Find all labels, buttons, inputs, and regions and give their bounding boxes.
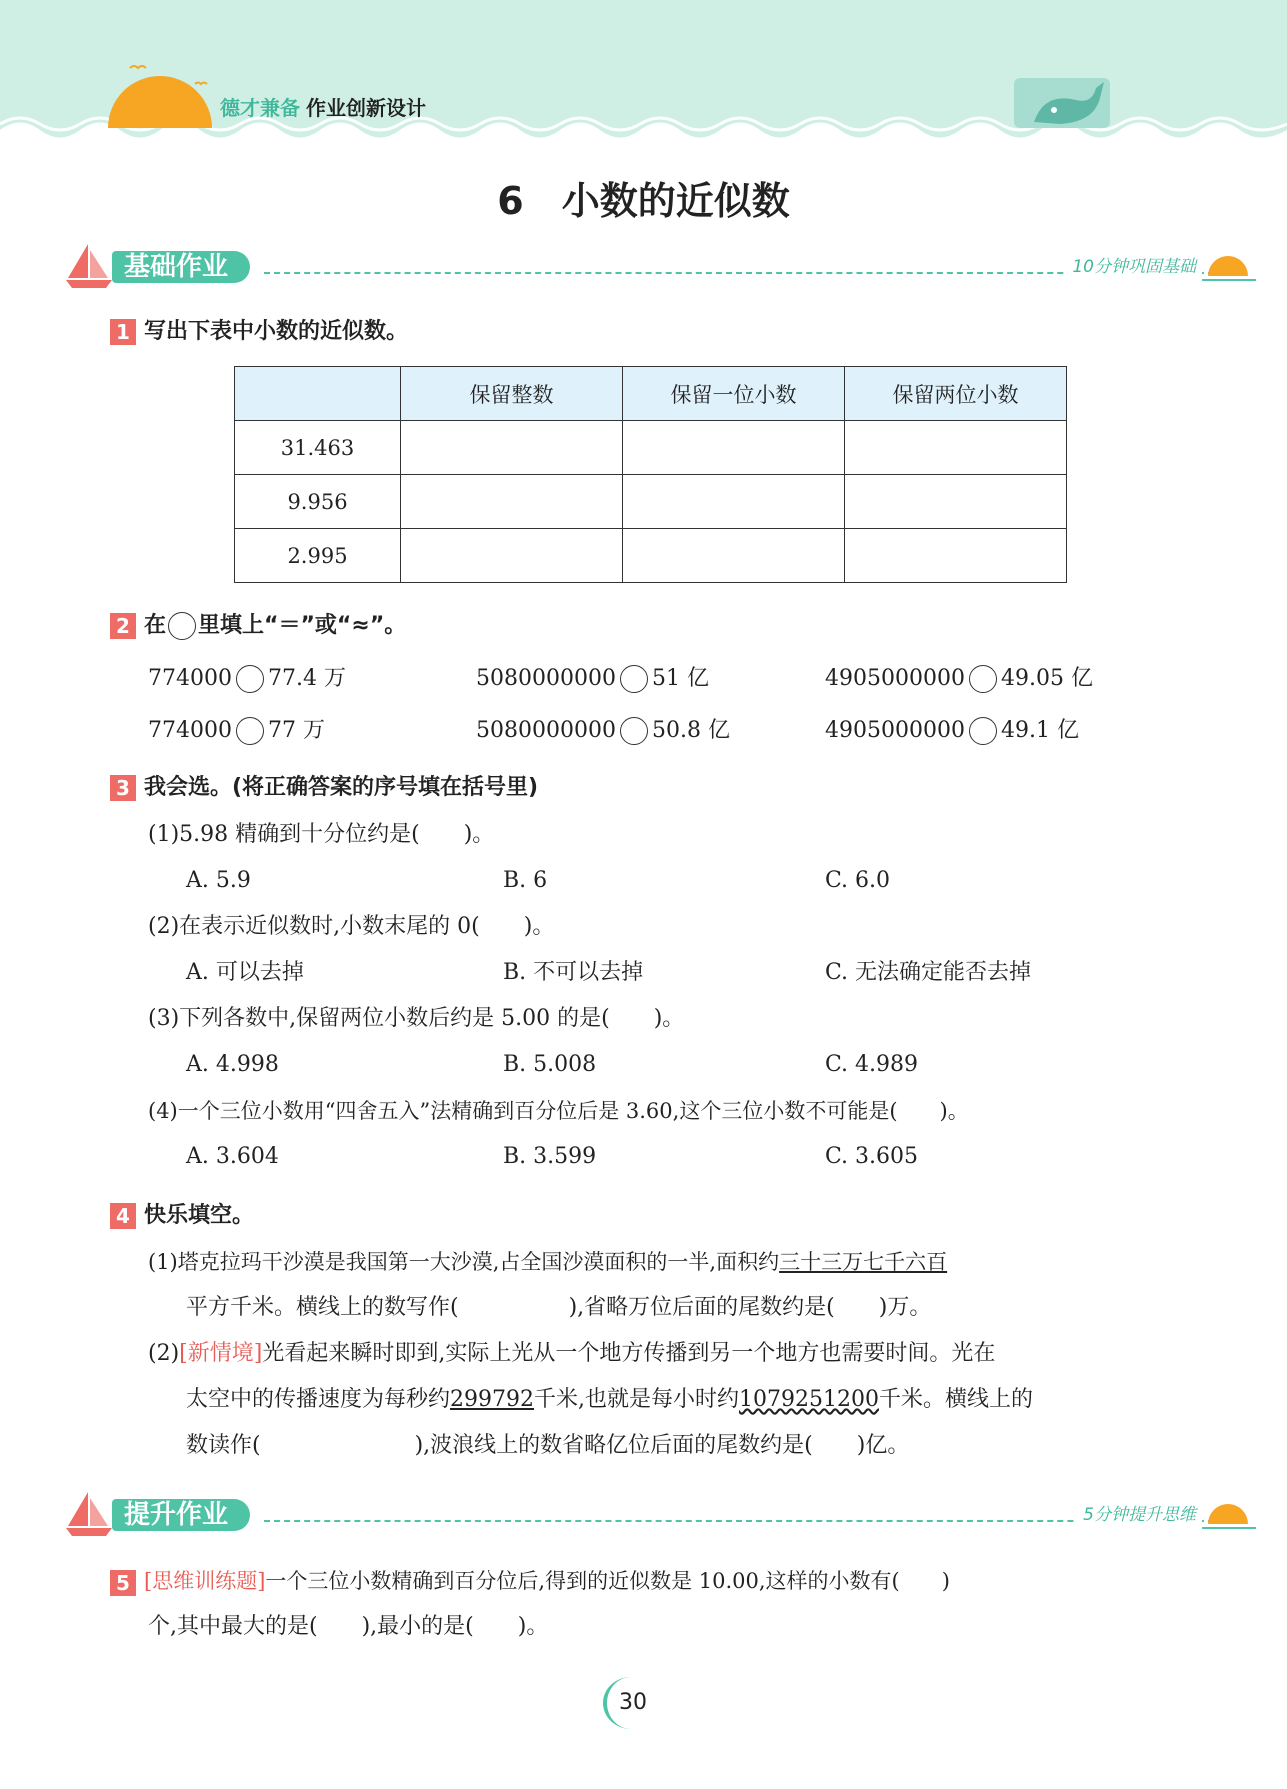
question-1-header <box>110 317 408 347</box>
answer-circle[interactable] <box>969 665 997 693</box>
text: 一个三位小数精确到百分位后,得到的近似数是 10.00,这样的小数有( ) <box>265 1569 950 1593</box>
question-title: 我会选。(将正确答案的序号填在括号里) <box>144 775 539 800</box>
compare-left: 4905000000 <box>825 666 965 691</box>
text: 光看起来瞬时即到,实际上光从一个地方传播到另一个地方也需要时间。光在 <box>262 1341 996 1366</box>
option-a[interactable]: A. 4.998 <box>186 1052 279 1077</box>
table-header-row <box>235 367 1067 421</box>
option-c[interactable]: C. 3.605 <box>825 1144 919 1169</box>
option-a[interactable]: A. 3.604 <box>186 1144 279 1169</box>
table-header-cell: 保留两位小数 <box>845 367 1067 421</box>
question-title-before: 在 <box>144 613 167 638</box>
context-tag: [新情境] <box>179 1341 263 1366</box>
compare-left: 5080000000 <box>476 666 616 691</box>
option-c[interactable]: C. 6.0 <box>825 868 891 893</box>
answer-circle[interactable] <box>620 717 648 745</box>
sun-icon <box>1202 1498 1256 1534</box>
answer-circle[interactable] <box>236 717 264 745</box>
compare-left: 774000 <box>148 718 232 743</box>
compare-item <box>825 664 1093 694</box>
question-3-header <box>110 773 538 803</box>
page-number: 30 <box>603 1677 659 1729</box>
option-b[interactable]: B. 5.008 <box>503 1052 597 1077</box>
wavy-underlined-number: 1079251200 <box>739 1387 879 1412</box>
question-title-after: 里填上“＝”或“≈”。 <box>198 613 407 638</box>
option-b[interactable]: B. 6 <box>503 868 548 893</box>
option-c[interactable]: C. 无法确定能否去掉 <box>825 960 1032 985</box>
choice-stem: (2)在表示近似数时,小数末尾的 0( )。 <box>148 914 555 939</box>
section-banner-basic <box>64 248 1264 288</box>
compare-right: 77.4 万 <box>267 666 346 691</box>
question-4-header <box>110 1201 254 1231</box>
compare-right: 50.8 亿 <box>651 718 730 743</box>
compare-item <box>148 716 325 746</box>
section-note-basic: 10分钟巩固基础 <box>1066 252 1202 277</box>
compare-right: 49.05 亿 <box>1000 666 1093 691</box>
text: (2) <box>148 1341 180 1366</box>
question-number: 1 <box>110 319 136 345</box>
answer-cell[interactable] <box>845 421 1067 475</box>
fill-paragraph-2-line-1 <box>148 1339 995 1369</box>
answer-cell[interactable] <box>623 421 845 475</box>
compare-right: 49.1 亿 <box>1000 718 1079 743</box>
option-b[interactable]: B. 3.599 <box>503 1144 597 1169</box>
context-tag: [思维训练题] <box>144 1569 266 1593</box>
question-number: 5 <box>110 1570 136 1596</box>
question-number: 3 <box>110 775 136 801</box>
underlined-number: 299792 <box>450 1387 534 1412</box>
compare-item <box>825 716 1079 746</box>
compare-left: 4905000000 <box>825 718 965 743</box>
sun-icon <box>1202 250 1256 286</box>
circle-icon <box>168 612 196 640</box>
section-note-advanced: 5分钟提升思维 <box>1077 1500 1202 1525</box>
question-2-header <box>110 611 406 641</box>
table-row <box>235 529 1067 583</box>
approximation-table <box>234 366 1067 583</box>
compare-item <box>148 664 346 694</box>
table-cell: 31.463 <box>235 421 401 475</box>
series-brand <box>220 92 426 121</box>
compare-item <box>476 664 709 694</box>
question-title: 快乐填空。 <box>144 1203 255 1228</box>
table-header-cell: 保留整数 <box>401 367 623 421</box>
answer-circle[interactable] <box>620 665 648 693</box>
compare-item <box>476 716 730 746</box>
answer-cell[interactable] <box>623 475 845 529</box>
answer-cell[interactable] <box>401 421 623 475</box>
option-c[interactable]: C. 4.989 <box>825 1052 919 1077</box>
answer-cell[interactable] <box>401 475 623 529</box>
text: 千米。横线上的 <box>878 1387 1033 1412</box>
compare-left: 774000 <box>148 666 232 691</box>
table-row <box>235 475 1067 529</box>
section-banner-advanced <box>64 1496 1264 1536</box>
page-title: 6 小数的近似数 <box>497 179 790 223</box>
choice-stem: (3)下列各数中,保留两位小数后约是 5.00 的是( )。 <box>148 1006 685 1031</box>
text: 千米,也就是每小时约 <box>534 1387 739 1412</box>
question-number: 2 <box>110 613 136 639</box>
option-a[interactable]: A. 5.9 <box>186 868 251 893</box>
question-5-line-1 <box>110 1566 950 1596</box>
answer-cell[interactable] <box>845 475 1067 529</box>
table-header-cell: 保留一位小数 <box>623 367 845 421</box>
answer-cell[interactable] <box>401 529 623 583</box>
sailboat-icon <box>64 1490 114 1538</box>
compare-right: 51 亿 <box>651 666 709 691</box>
sun-icon <box>100 58 220 128</box>
table-row <box>235 421 1067 475</box>
table-cell: 9.956 <box>235 475 401 529</box>
brand-part1: 德才兼备 <box>220 96 300 120</box>
fill-paragraph-1-line-2: 平方千米。横线上的数写作( ),省略万位后面的尾数约是( )万。 <box>186 1295 932 1320</box>
fill-paragraph-1-line-1 <box>148 1247 947 1277</box>
fill-paragraph-2-line-2 <box>186 1385 1033 1415</box>
table-header-cell <box>235 367 401 421</box>
question-title: 写出下表中小数的近似数。 <box>144 319 409 344</box>
whale-icon <box>1014 76 1114 132</box>
table-cell: 2.995 <box>235 529 401 583</box>
section-label-basic: 基础作业 <box>112 251 250 283</box>
answer-circle[interactable] <box>969 717 997 745</box>
text: 太空中的传播速度为每秒约 <box>186 1387 451 1412</box>
question-5-line-2: 个,其中最大的是( ),最小的是( )。 <box>148 1614 549 1639</box>
section-label-advanced: 提升作业 <box>112 1499 250 1531</box>
compare-left: 5080000000 <box>476 718 616 743</box>
answer-circle[interactable] <box>236 665 264 693</box>
text: (1)塔克拉玛干沙漠是我国第一大沙漠,占全国沙漠面积的一半,面积约 <box>148 1250 780 1274</box>
question-number: 4 <box>110 1203 136 1229</box>
option-a[interactable]: A. 可以去掉 <box>186 960 304 985</box>
answer-cell[interactable] <box>623 529 845 583</box>
option-b[interactable]: B. 不可以去掉 <box>503 960 644 985</box>
compare-right: 77 万 <box>267 718 325 743</box>
answer-cell[interactable] <box>845 529 1067 583</box>
choice-stem: (4)一个三位小数用“四舍五入”法精确到百分位后是 3.60,这个三位小数不可能是( )。 <box>148 1099 969 1123</box>
sailboat-icon <box>64 242 114 290</box>
underlined-number: 三十三万七千六百 <box>779 1250 948 1274</box>
brand-part2: 作业创新设计 <box>306 96 426 120</box>
fill-paragraph-2-line-3: 数读作( ),波浪线上的数省略亿位后面的尾数约是( )亿。 <box>186 1433 910 1458</box>
choice-stem: (1)5.98 精确到十分位约是( )。 <box>148 822 495 847</box>
